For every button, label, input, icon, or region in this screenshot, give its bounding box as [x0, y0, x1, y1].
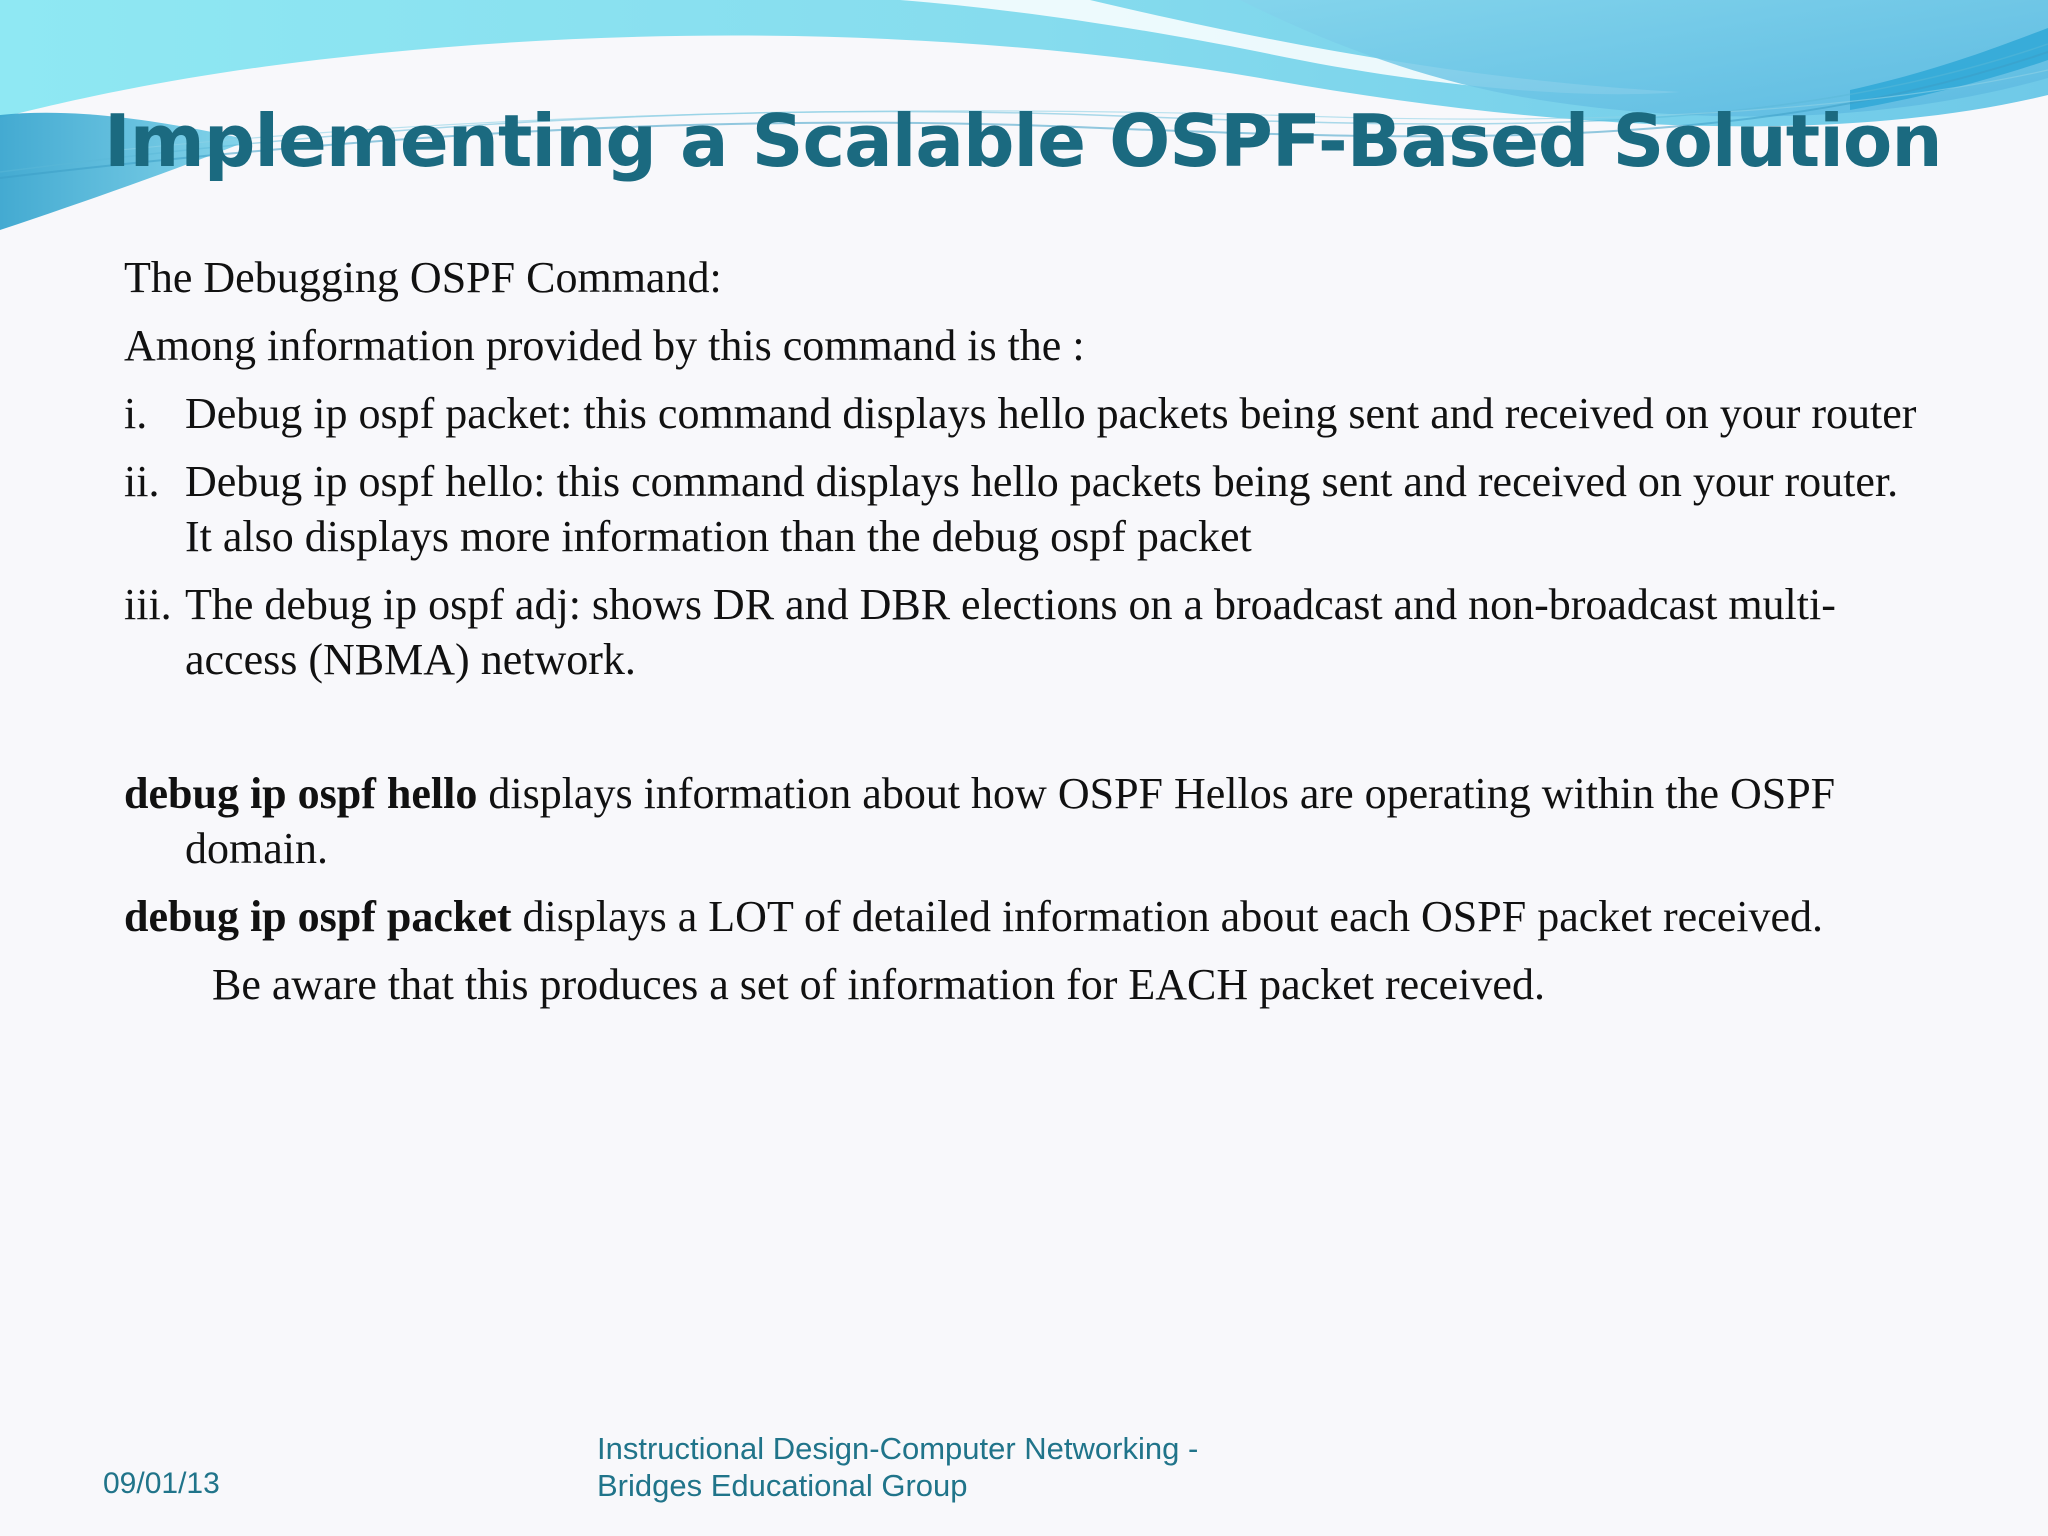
footer-source [597, 1430, 1198, 1504]
list-item-number: iii. [124, 580, 172, 629]
slide-title: Implementing a Scalable OSPF-Based Solution [104, 99, 1942, 183]
packet-command: debug ip ospf packet [124, 892, 512, 941]
list-item [124, 577, 1924, 687]
list-item-number: i. [124, 389, 148, 438]
hello-command-description: displays information about how OSPF Hellos are operating within the OSPF domain. [185, 769, 1836, 873]
list-item-text: Debug ip ospf hello: this command displays hello packets being sent and received on your router. It also displays more information than the debug ospf packet [185, 457, 1899, 561]
aware-note: Be aware that this produces a set of information for EACH packet received. [212, 960, 1545, 1009]
intro-line: The Debugging OSPF Command: [124, 253, 722, 302]
list-item [124, 386, 1924, 441]
packet-command-paragraph [124, 889, 1924, 944]
among-line: Among information provided by this command is the : [124, 321, 1085, 370]
list-item-number: ii. [124, 457, 160, 506]
packet-command-description: displays a LOT of detailed information about each OSPF packet received. [511, 892, 1824, 941]
footer-source-line: Instructional Design-Computer Networking - [597, 1431, 1199, 1466]
footer-source-line: Bridges Educational Group [597, 1468, 968, 1503]
hello-command: debug ip ospf hello [124, 769, 478, 818]
list-item [124, 454, 1924, 564]
list-item-text: Debug ip ospf packet: this command displays hello packets being sent and received on your router [185, 389, 1917, 438]
slide-body [124, 250, 1924, 1012]
list-item-text: The debug ip ospf adj: shows DR and DBR elections on a broadcast and non-broadcast multi-access (NBMA) network. [185, 580, 1836, 684]
hello-command-paragraph [124, 766, 1924, 876]
spacer [124, 700, 1924, 766]
footer-date: 09/01/13 [103, 1467, 220, 1500]
